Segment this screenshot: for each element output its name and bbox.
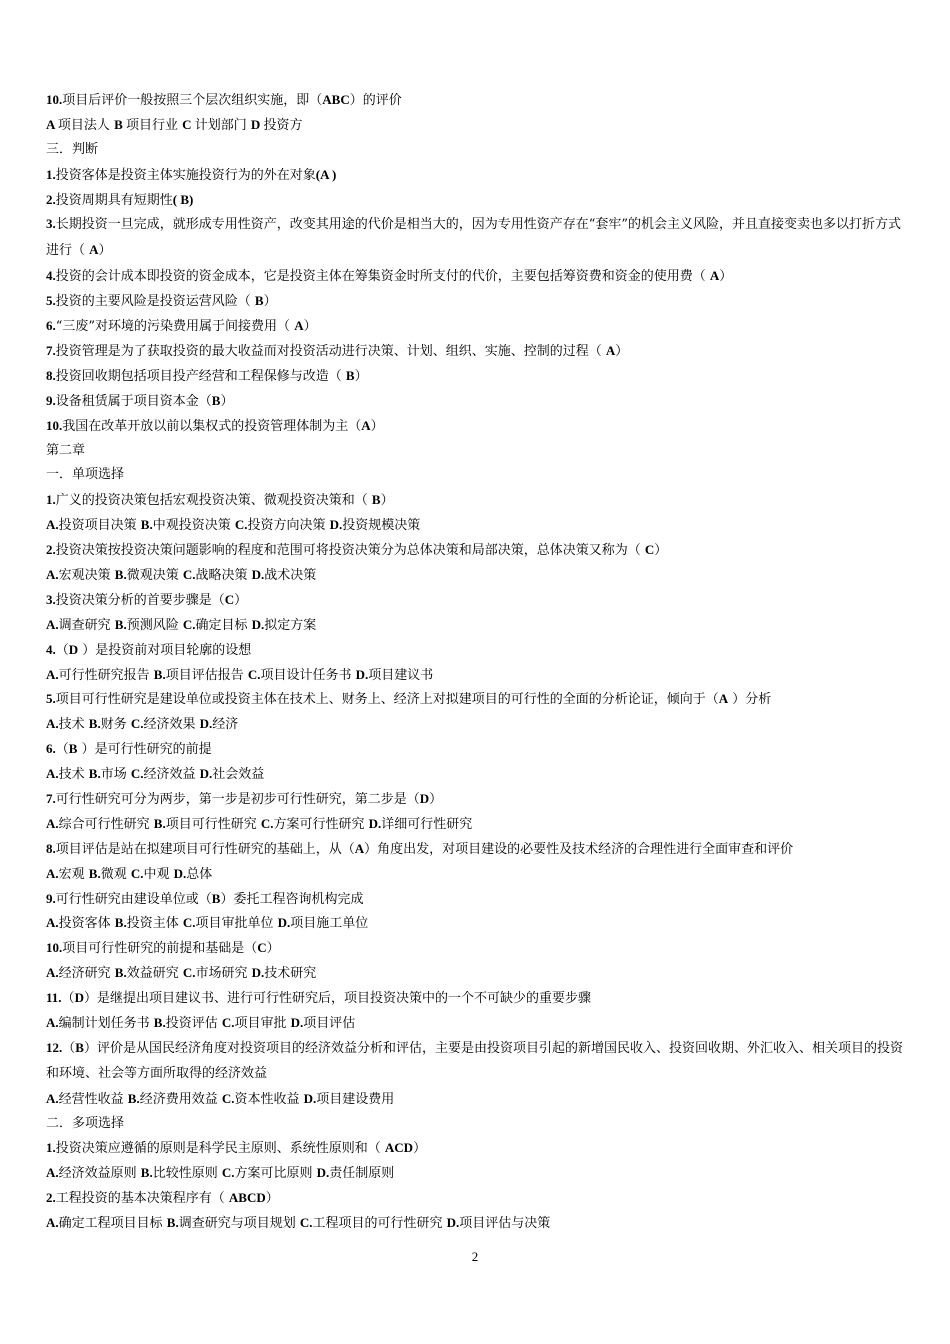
bold-text: 5.: [46, 293, 56, 309]
bold-text: ABC: [322, 92, 350, 107]
text-run: 市场: [100, 767, 131, 783]
text-run: 比较性原则: [152, 1166, 222, 1182]
text-run: 宏观: [58, 866, 89, 882]
text-run: 工程项目的可行性研究: [312, 1216, 447, 1232]
text-line: [46, 961, 906, 986]
text-line: [46, 563, 906, 588]
text-line: [46, 513, 906, 538]
bold-text: A.: [46, 1014, 59, 1030]
bold-text: C.: [182, 566, 196, 582]
text-run: 总体: [186, 866, 213, 882]
text-run: 中观: [143, 866, 174, 882]
text-run: 投资的主要风险是投资运营风险（: [55, 294, 255, 310]
bold-text: 7.: [46, 342, 56, 358]
text-run: 确定工程项目目标: [58, 1216, 167, 1232]
text-run: （: [62, 1040, 76, 1056]
text-line: [46, 812, 906, 837]
text-run: ）: [615, 343, 629, 359]
text-run: 投资的会计成本即投资的资金成本，它是投资主体在筹集资金时所支付的代价，主要包括筹资费和资金的使用费（: [55, 269, 710, 285]
text-line: [46, 212, 906, 264]
text-line: [46, 488, 906, 513]
bold-text: A: [718, 691, 729, 707]
text-run: 项目施工单位: [290, 916, 369, 932]
bold-text: C.: [221, 1014, 235, 1030]
text-line: [46, 837, 906, 862]
bold-text: A.: [46, 517, 59, 533]
bold-text: D.: [316, 1165, 330, 1181]
bold-text: A: [89, 242, 99, 258]
text-run: 二．多项选择: [46, 1115, 125, 1131]
text-line: [46, 986, 906, 1011]
bold-text: C.: [130, 716, 144, 732]
bold-text: (A ): [315, 166, 337, 182]
text-line: [46, 613, 906, 638]
text-line: [46, 264, 906, 289]
text-line: [46, 163, 906, 188]
text-run: 投资回收期包括项目投产经营和工程保修与改造（: [55, 368, 346, 384]
text-run: 投资决策按投资决策问题影响的程度和范围可将投资决策分为总体决策和局部决策，总体决策又称为（: [55, 543, 645, 559]
bold-text: D.: [446, 1215, 460, 1231]
text-run: 项目审批: [234, 1015, 291, 1031]
text-run: 微观决策: [126, 567, 183, 583]
text-run: 经济效果: [143, 717, 200, 733]
text-run: 投资客体是投资主体实施投资行为的外在对象: [55, 167, 316, 183]
bold-text: D.: [251, 566, 265, 582]
bold-text: A.: [46, 666, 59, 682]
text-run: 技术: [58, 767, 89, 783]
text-run: ）: [380, 493, 394, 509]
bold-text: 4.: [46, 641, 56, 657]
bold-text: D: [250, 116, 264, 132]
bold-text: 9.: [46, 392, 56, 408]
bold-text: C.: [182, 915, 196, 931]
text-run: ）: [234, 592, 248, 608]
text-run: 第二章: [46, 442, 86, 458]
text-run: 技术研究: [264, 966, 317, 982]
text-run: 社会效益: [212, 767, 265, 783]
text-run: ）评价是从国民经济角度对投资项目的经济效益分析和评估，主要是由投资项目引起的新增国民收入、投资回收期、外汇收入、相关项目的投资和环境、社会等方面所取得的经济效益: [46, 1040, 903, 1081]
bold-text: D.: [173, 865, 187, 881]
bold-text: 6.: [46, 318, 56, 334]
text-run: 投资评估: [165, 1015, 222, 1031]
bold-text: B: [211, 890, 221, 906]
text-run: 投资方: [263, 117, 303, 133]
bold-text: 3.: [46, 216, 56, 232]
text-run: 项目审批单位: [195, 916, 278, 932]
text-run: 可行性研究报告: [58, 667, 154, 683]
bold-text: C.: [221, 1165, 235, 1181]
bold-text: C.: [182, 965, 196, 981]
bold-text: D.: [251, 616, 265, 632]
bold-text: C.: [260, 815, 274, 831]
text-line: [46, 638, 906, 663]
bold-text: D.: [329, 517, 343, 533]
text-line: [46, 1011, 906, 1036]
text-run: 项目建议书: [368, 667, 434, 683]
text-run: ）是投资前对项目轮廓的设想: [78, 642, 252, 658]
text-run: 投资决策分析的首要步骤是（: [55, 592, 225, 608]
bold-text: C: [224, 591, 235, 607]
text-run: 调查研究: [58, 617, 115, 633]
bold-text: B.: [88, 766, 101, 782]
bold-text: 8.: [46, 840, 56, 856]
bold-text: A.: [46, 1090, 59, 1106]
bold-text: B.: [127, 1090, 140, 1106]
text-run: ）委托工程咨询机构完成: [220, 891, 364, 907]
text-run: 责任制原则: [329, 1166, 395, 1182]
text-run: 项目可行性研究的前提和基础是（: [62, 941, 258, 957]
document-body: [46, 88, 906, 1236]
text-line: [46, 463, 906, 488]
text-run: 一．单项选择: [46, 467, 125, 483]
text-line: [46, 138, 906, 163]
text-line: [46, 588, 906, 613]
text-run: 中观投资决策: [152, 518, 235, 534]
text-run: 确定目标: [195, 617, 252, 633]
text-line: [46, 289, 906, 314]
text-run: 项目行业: [125, 117, 183, 133]
text-run: 市场研究: [195, 966, 252, 982]
text-run: 战术决策: [264, 567, 317, 583]
text-run: 编制计划任务书: [58, 1015, 154, 1031]
text-run: 资本性收益: [234, 1091, 304, 1107]
text-run: 投资主体: [126, 916, 183, 932]
text-run: ）: [98, 243, 112, 259]
text-line: [46, 787, 906, 812]
text-line: [46, 1211, 906, 1236]
bold-text: B.: [153, 815, 166, 831]
bold-text: 2.: [46, 1190, 56, 1206]
text-line: [46, 414, 906, 439]
bold-text: B.: [140, 1165, 153, 1181]
bold-text: D.: [277, 915, 291, 931]
text-run: ）: [654, 543, 668, 559]
text-line: [46, 439, 906, 464]
page-number: 2: [471, 1249, 479, 1264]
bold-text: D.: [199, 716, 213, 732]
text-line: [46, 887, 906, 912]
bold-text: C.: [182, 616, 196, 632]
bold-text: D: [419, 790, 430, 806]
text-run: 微观: [100, 866, 131, 882]
text-run: 可行性研究由建设单位或（: [55, 891, 212, 907]
bold-text: B: [371, 492, 381, 508]
bold-text: C.: [221, 1090, 235, 1106]
text-line: [46, 712, 906, 737]
bold-text: 5.: [46, 691, 56, 707]
text-run: 项目评估报告: [165, 667, 248, 683]
text-run: 战略决策: [195, 567, 252, 583]
text-run: ）: [429, 791, 443, 807]
bold-text: B.: [114, 566, 127, 582]
text-run: 经济效益: [143, 767, 200, 783]
text-line: [46, 314, 906, 339]
bold-text: ACD: [384, 1140, 414, 1156]
text-run: 项目评估是站在拟建项目可行性研究的基础上，从（: [55, 841, 355, 857]
text-line: [46, 663, 906, 688]
bold-text: D: [74, 990, 84, 1006]
bold-text: D.: [368, 815, 382, 831]
bold-text: D: [68, 641, 79, 657]
text-line: [46, 1036, 906, 1087]
bold-text: C: [182, 116, 195, 132]
bold-text: C.: [247, 666, 261, 682]
bold-text: B: [345, 367, 355, 383]
bold-text: A.: [46, 1165, 59, 1181]
bold-text: C.: [130, 865, 144, 881]
bold-text: D.: [355, 666, 369, 682]
text-line: [46, 737, 906, 762]
bold-text: ABCD: [228, 1190, 266, 1206]
bold-text: D.: [290, 1014, 304, 1030]
bold-text: A: [46, 116, 58, 132]
bold-text: B.: [88, 865, 101, 881]
bold-text: B.: [153, 666, 166, 682]
text-run: ）的评价: [349, 93, 402, 108]
bold-text: 2.: [46, 542, 56, 558]
bold-text: A: [605, 342, 616, 358]
bold-text: 10.: [46, 940, 63, 956]
text-line: [46, 538, 906, 563]
text-run: ）: [370, 418, 384, 434]
bold-text: B: [254, 293, 264, 309]
text-line: [46, 936, 906, 961]
text-run: 方案可行性研究: [273, 816, 369, 832]
text-run: ）: [354, 368, 368, 384]
bold-text: 11.: [46, 990, 62, 1006]
bold-text: A: [294, 318, 304, 334]
bold-text: A.: [46, 766, 59, 782]
bold-text: 1.: [46, 166, 56, 182]
text-run: 财务: [100, 717, 131, 733]
text-run: 项目可行性研究是建设单位或投资主体在技术上、财务上、经济上对拟建项目的可行性的全面的分析论证，倾向于（: [55, 692, 719, 708]
text-line: [46, 687, 906, 712]
text-run: 效益研究: [126, 966, 183, 982]
bold-text: 1.: [46, 492, 56, 508]
text-run: ）是继提出项目建议书、进行可行性研究后，项目投资决策中的一个不可缺少的重要步骤: [83, 991, 591, 1007]
bold-text: 10.: [46, 417, 63, 433]
text-run: 调查研究与项目规划: [178, 1216, 300, 1232]
text-run: 计划部门: [194, 117, 251, 133]
text-run: 我国在改革开放以前以集权式的投资管理体制为主（: [62, 418, 362, 434]
bold-text: D.: [251, 965, 265, 981]
bold-text: A.: [46, 865, 59, 881]
bold-text: C.: [234, 517, 248, 533]
bold-text: 7.: [46, 790, 56, 806]
text-run: 宏观决策: [58, 567, 115, 583]
text-run: 详细可行性研究: [381, 816, 473, 832]
text-run: 拟定方案: [264, 617, 317, 633]
text-line: [46, 1087, 906, 1112]
text-run: “三废”对环境的污染费用属于间接费用（: [55, 319, 295, 335]
text-run: ）分析: [728, 692, 772, 708]
text-line: [46, 188, 906, 213]
text-run: 项目评估与决策: [459, 1216, 551, 1232]
text-run: 投资方向决策: [247, 518, 330, 534]
bold-text: 3.: [46, 591, 56, 607]
text-run: ）角度出发，对项目建设的必要性及技术经济的合理性进行全面审查和评价: [364, 841, 794, 857]
text-run: ）: [263, 294, 277, 310]
bold-text: 9.: [46, 890, 56, 906]
text-line: [46, 113, 906, 138]
text-run: 经济效益原则: [58, 1166, 141, 1182]
bold-text: B.: [114, 616, 127, 632]
text-run: （: [55, 742, 69, 758]
bold-text: A.: [46, 1215, 59, 1231]
bold-text: 2.: [46, 191, 56, 207]
text-line: [46, 1112, 906, 1137]
text-run: ）: [413, 1141, 427, 1157]
bold-text: A.: [46, 566, 59, 582]
text-line: [46, 364, 906, 389]
text-run: 技术: [58, 717, 89, 733]
bold-text: B.: [153, 1014, 166, 1030]
text-line: [46, 1136, 906, 1161]
text-run: （: [55, 642, 69, 658]
text-line: [46, 911, 906, 936]
bold-text: 4.: [46, 268, 56, 284]
bold-text: B: [211, 392, 221, 408]
bold-text: 8.: [46, 367, 56, 383]
bold-text: B.: [140, 517, 153, 533]
bold-text: C: [644, 542, 655, 558]
bold-text: A.: [46, 616, 59, 632]
bold-text: A: [709, 268, 720, 284]
text-run: 项目建设费用: [316, 1091, 395, 1107]
bold-text: A.: [46, 965, 59, 981]
bold-text: A.: [46, 915, 59, 931]
bold-text: A: [354, 840, 365, 856]
text-line: [46, 862, 906, 887]
bold-text: C.: [299, 1215, 313, 1231]
text-run: 项目法人: [57, 117, 115, 133]
text-run: 经营性收益: [58, 1091, 128, 1107]
text-run: 投资决策应遵循的原则是科学民主原则、系统性原则和（: [55, 1141, 385, 1157]
text-run: ）: [303, 319, 317, 335]
text-run: （: [61, 991, 75, 1007]
text-run: 项目可行性研究: [165, 816, 261, 832]
bold-text: B: [114, 116, 126, 132]
bold-text: 6.: [46, 741, 56, 757]
text-run: ）: [266, 941, 280, 957]
bold-text: C.: [130, 766, 144, 782]
bold-text: B: [75, 1039, 84, 1055]
text-run: ）是可行性研究的前提: [77, 742, 212, 758]
text-run: 经济费用效益: [139, 1091, 222, 1107]
bold-text: A.: [46, 815, 59, 831]
text-run: 长期投资一旦完成，就形成专用性资产，改变其用途的代价是相当大的，因为专用性资产存在“套牢”的机会主义风险，并且直接变卖也多以打折方式进行（: [46, 217, 902, 259]
text-run: 经济研究: [58, 966, 115, 982]
text-line: [46, 88, 906, 113]
text-run: 工程投资的基本决策程序有（: [55, 1191, 229, 1207]
text-run: 方案可比原则: [234, 1166, 317, 1182]
text-line: [46, 389, 906, 414]
bold-text: B: [68, 741, 78, 757]
text-run: ）: [220, 393, 234, 409]
text-run: 设备租赁属于项目资本金（: [55, 393, 212, 409]
bold-text: 12.: [46, 1039, 63, 1055]
text-run: 项目评估: [303, 1015, 356, 1031]
bold-text: D.: [303, 1090, 317, 1106]
bold-text: ( B): [172, 191, 194, 207]
text-run: 项目设计任务书: [260, 667, 356, 683]
text-run: 投资管理是为了获取投资的最大收益而对投资活动进行决策、计划、组织、实施、控制的过程（: [55, 343, 606, 359]
text-run: 预测风险: [126, 617, 183, 633]
bold-text: A.: [46, 716, 59, 732]
text-run: 项目后评价一般按照三个层次组织实施，即（: [62, 93, 323, 108]
text-line: [46, 1186, 906, 1211]
bold-text: A: [361, 417, 371, 433]
text-line: [46, 339, 906, 364]
bold-text: B.: [166, 1215, 179, 1231]
text-run: 投资规模决策: [342, 518, 421, 534]
text-run: 投资项目决策: [58, 518, 141, 534]
text-run: 广义的投资决策包括宏观投资决策、微观投资决策和（: [55, 493, 372, 509]
text-run: ）: [265, 1191, 279, 1207]
bold-text: C: [257, 940, 267, 956]
text-line: [46, 1161, 906, 1186]
text-run: ）: [719, 269, 733, 285]
bold-text: 1.: [46, 1140, 56, 1156]
bold-text: B.: [114, 965, 127, 981]
bold-text: D.: [199, 766, 213, 782]
bold-text: B.: [114, 915, 127, 931]
text-run: 综合可行性研究: [58, 816, 154, 832]
text-line: [46, 762, 906, 787]
text-run: 投资客体: [58, 916, 115, 932]
text-run: 三．判断: [46, 141, 99, 157]
text-run: 可行性研究可分为两步，第一步是初步可行性研究，第二步是（: [55, 791, 420, 807]
text-run: 经济: [212, 717, 239, 733]
bold-text: 10.: [46, 92, 63, 107]
bold-text: B.: [88, 716, 101, 732]
text-run: 投资周期具有短期性: [55, 192, 173, 208]
